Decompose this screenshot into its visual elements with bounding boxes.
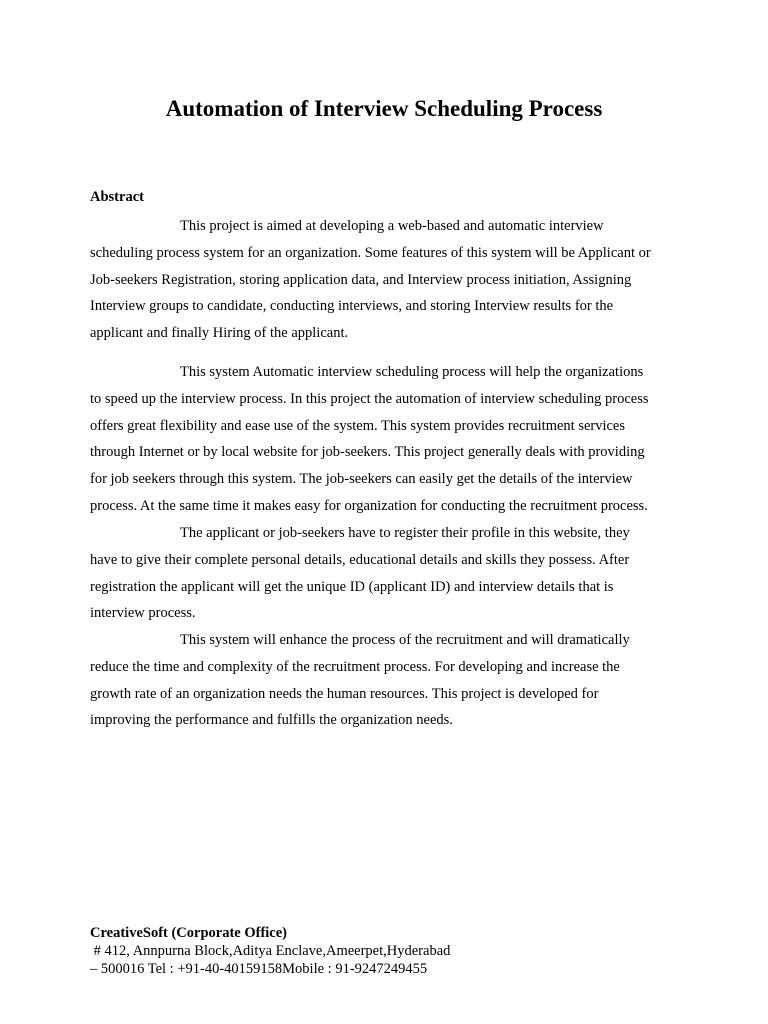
abstract-paragraph-3 bbox=[90, 520, 690, 627]
paragraph-line: process. At the same time it makes easy for organization for conducting the recruitment process. bbox=[90, 497, 648, 514]
paragraph-line: scheduling process system for an organization. Some features of this system will be Applicant or bbox=[90, 244, 651, 261]
footer-address-line-1: # 412, Annpurna Block,Aditya Enclave,Ameerpet,Hyderabad bbox=[90, 943, 451, 959]
footer-address-line-2: – 500016 Tel : +91-40-40159158Mobile : 91-9247249455 bbox=[90, 961, 428, 977]
paragraph-line: This system Automatic interview scheduling process will help the organizations bbox=[180, 364, 644, 380]
paragraph-line: through Internet or by local website for job-seekers. This project generally deals with providing bbox=[90, 444, 645, 461]
abstract-paragraph-4 bbox=[90, 627, 690, 734]
paragraph-line: growth rate of an organization needs the human resources. This project is developed for bbox=[90, 685, 599, 702]
paragraph-line: offers great flexibility and ease use of the system. This system provides recruitment services bbox=[90, 417, 626, 434]
paragraph-line: This system will enhance the process of the recruitment and will dramatically bbox=[180, 632, 630, 648]
section-heading-abstract: Abstract bbox=[90, 189, 144, 205]
paragraph-line: have to give their complete personal details, educational details and skills they possess. After bbox=[90, 551, 630, 568]
paragraph-line: This project is aimed at developing a web-based and automatic interview bbox=[180, 218, 604, 234]
paragraph-line: improving the performance and fulfills the organization needs. bbox=[90, 712, 453, 729]
paragraph-line: for job seekers through this system. The job-seekers can easily get the details of the interview bbox=[90, 471, 633, 488]
paragraph-line: Job-seekers Registration, storing application data, and Interview process initiation, Assigning bbox=[90, 271, 632, 288]
paragraph-line: reduce the time and complexity of the recruitment process. For developing and increase the bbox=[90, 658, 620, 675]
document-title: Automation of Interview Scheduling Process bbox=[165, 96, 603, 121]
document-footer bbox=[90, 924, 450, 978]
footer-company-name: CreativeSoft (Corporate Office) bbox=[90, 925, 288, 941]
paragraph-line: The applicant or job-seekers have to register their profile in this website, they bbox=[180, 525, 630, 541]
paragraph-line: Interview groups to candidate, conducting interviews, and storing Interview results for the bbox=[90, 298, 614, 315]
paragraph-line: registration the applicant will get the unique ID (applicant ID) and interview details that is bbox=[90, 578, 614, 595]
paragraph-line: applicant and finally Hiring of the applicant. bbox=[90, 325, 349, 342]
abstract-paragraph-2 bbox=[90, 359, 690, 520]
paragraph-line: to speed up the interview process. In this project the automation of interview scheduling process bbox=[90, 390, 649, 407]
abstract-paragraph-1 bbox=[90, 213, 690, 347]
paragraph-line: interview process. bbox=[90, 605, 196, 622]
